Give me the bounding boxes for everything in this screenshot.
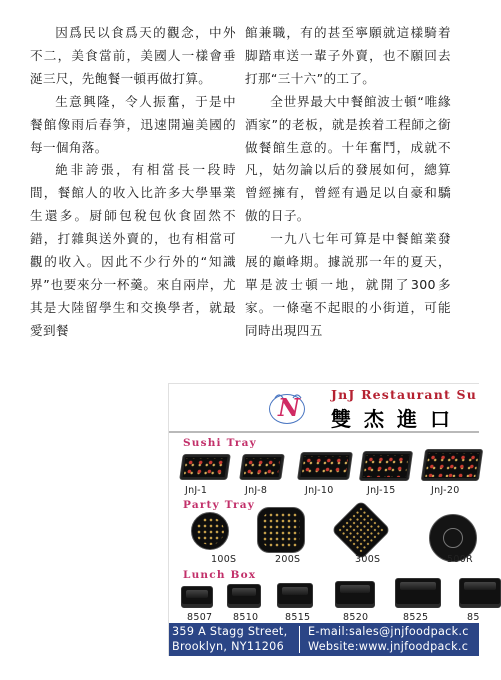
svg-text:N: N <box>278 393 300 422</box>
jnj-advertisement <box>168 383 479 656</box>
party-tray-image <box>257 507 305 553</box>
address-line-1: 359 A Stagg Street, <box>172 625 288 638</box>
ad-header <box>169 384 479 434</box>
article-paragraph: 全世界最大中餐館波士頓“唯緣酒家”的老板，就是挨着工程師之銜做餐館生意的。十年奮鬥，成就不凡，姑勿論以后的發展如何，總算曾經擁有，曾經有過足以自豪和驕傲的日子。 <box>245 93 451 224</box>
section-title-party: Party Tray <box>183 499 256 511</box>
lunch-box-image <box>459 578 501 608</box>
address-line-2: Brooklyn, NY11206 <box>172 640 285 653</box>
article-paragraph-continued: 館兼職，有的甚至寧願就這樣騎着脚踏車送一輩子外賣，也不願回去打那“三十六”的工了。 <box>245 25 451 86</box>
sushi-tray-image <box>421 449 483 481</box>
product-code: 200S <box>275 554 301 565</box>
article-paragraph: 因爲民以食爲天的觀念，中外不二，美食當前，美國人一樣會垂涎三尺，先飽餐一頓再做打算。 <box>30 25 236 86</box>
header-divider <box>169 431 479 433</box>
ad-contact-footer <box>169 623 479 656</box>
section-title-sushi: Sushi Tray <box>183 437 257 449</box>
product-code: JnJ-8 <box>245 485 268 496</box>
contact-email: E-mail:sales@jnjfoodpack.c <box>308 625 469 638</box>
product-code: 100S <box>211 554 237 565</box>
article-column-left <box>30 22 236 343</box>
product-code: JnJ-1 <box>185 485 208 496</box>
sushi-tray-image <box>297 452 353 480</box>
product-code: JnJ-15 <box>367 485 396 496</box>
brand-english-name: JnJ Restaurant Su <box>331 387 478 402</box>
product-code: 8507 <box>187 612 213 623</box>
product-code: 8510 <box>233 612 259 623</box>
lunch-box-image <box>335 581 375 608</box>
product-code: JnJ-10 <box>305 485 334 496</box>
product-code: 300S <box>355 554 381 565</box>
section-title-lunch: Lunch Box <box>183 569 257 581</box>
jnj-logo <box>269 390 305 424</box>
product-code: JnJ-20 <box>431 485 460 496</box>
article-paragraph: 絶非誇張，有相當長一段時間，餐館人的收入比許多大學畢業生還多。厨師包稅包伙食固然不錯，打雜與送外賣的，也有相當可觀的收入。因此不少行外的“知識界”也要來分一杯羹。來自兩岸，尤其是大陸留學生和交換學者，就最愛到餐 <box>30 162 236 338</box>
product-code: 8515 <box>285 612 311 623</box>
sushi-tray-image <box>179 454 231 480</box>
contact-website: Website:www.jnjfoodpack.c <box>308 640 469 653</box>
party-tray-image <box>191 512 229 550</box>
product-code: 8520 <box>343 612 369 623</box>
sushi-tray-image <box>359 451 413 481</box>
logo-n-icon <box>269 390 305 424</box>
lunch-box-image <box>227 584 261 608</box>
article-column-right <box>245 22 451 343</box>
footer-divider <box>299 626 300 653</box>
lunch-box-image <box>395 578 441 608</box>
lunch-box-image <box>277 583 313 608</box>
article-paragraph: 生意興隆，令人振奮，于是中餐館像雨后春笋，迅速開遍美國的每一個角落。 <box>30 93 236 155</box>
sushi-tray-image <box>239 454 285 480</box>
product-code: 85 <box>467 612 480 623</box>
product-code: 8525 <box>403 612 429 623</box>
lunch-box-image <box>181 586 213 608</box>
product-code: 500R <box>447 554 473 565</box>
brand-chinese-name: 雙杰進口 <box>331 407 463 431</box>
party-tray-image <box>331 500 391 560</box>
article-paragraph: 一九八七年可算是中餐館業發展的巔峰期。據説那一年的夏天，單是波士頓一地，就開了300多家。一條毫不起眼的小街道，可能同時出現四五 <box>245 231 451 338</box>
